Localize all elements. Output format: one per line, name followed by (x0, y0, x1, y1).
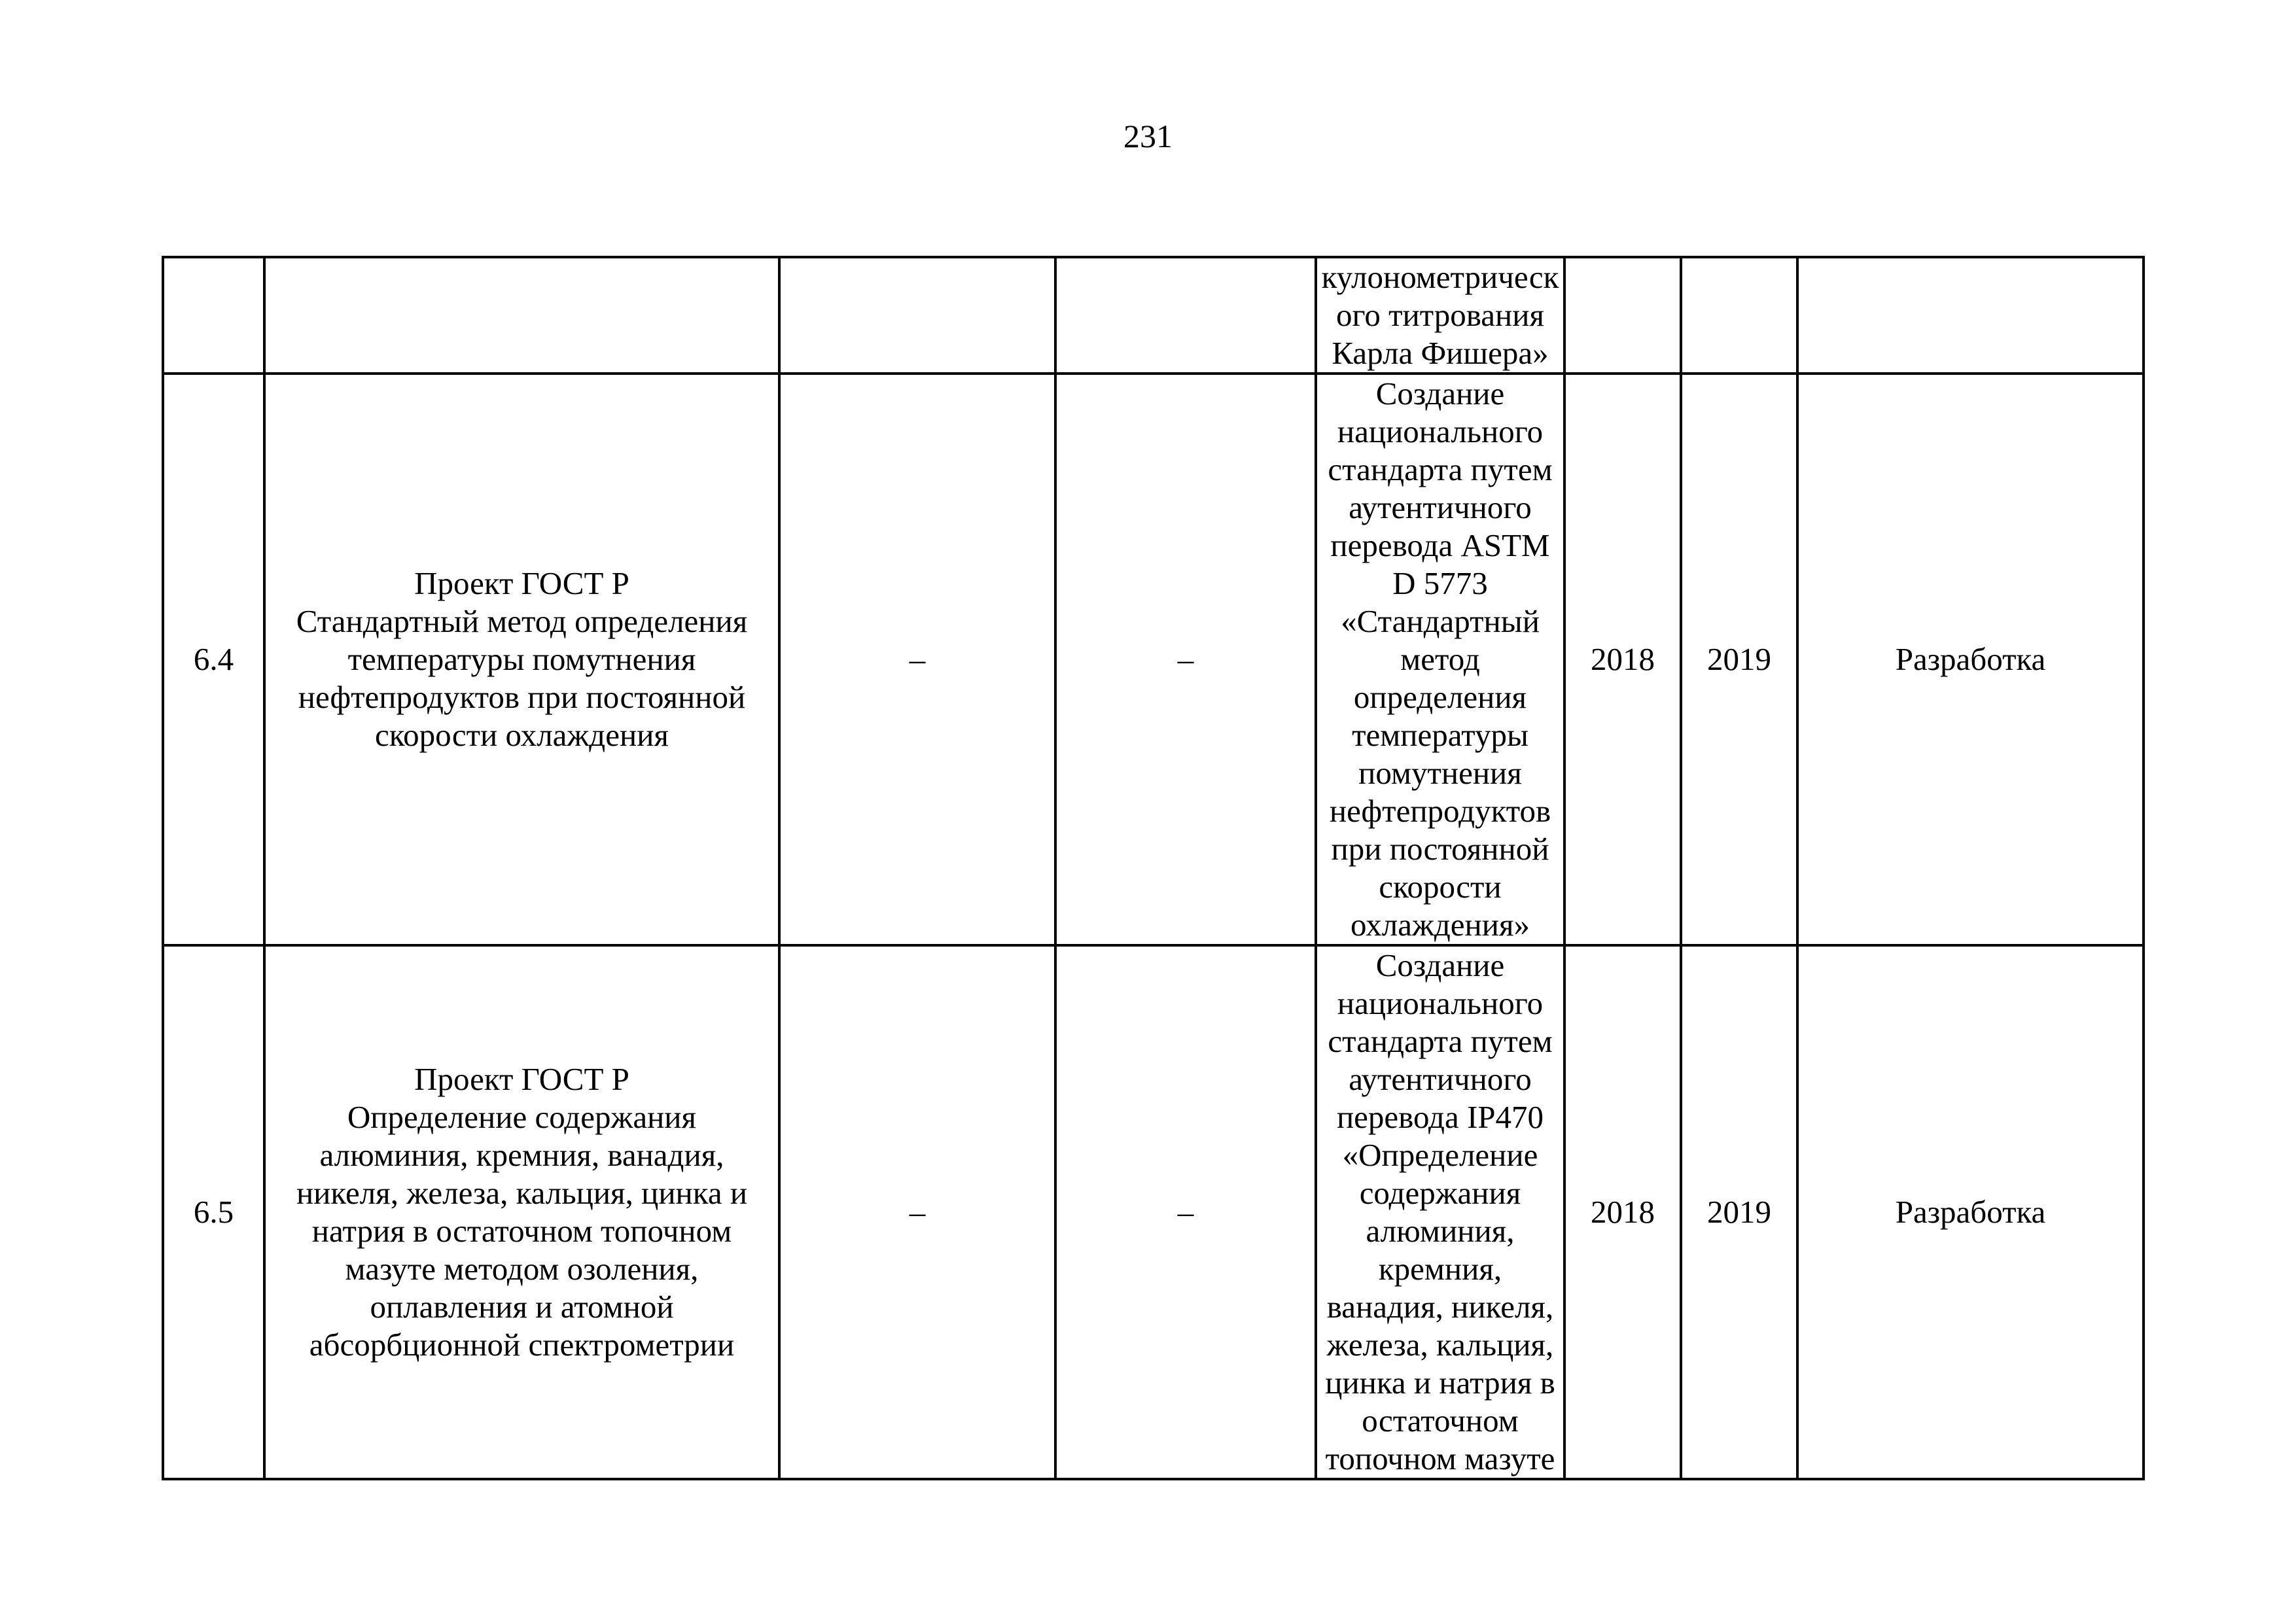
title-line: Проект ГОСТ Р (414, 1061, 629, 1097)
title-line: мазуте методом озоления, (345, 1251, 699, 1287)
title-line: Определение содержания (347, 1099, 697, 1135)
table-row (163, 374, 2144, 945)
cell-title (264, 374, 779, 945)
basis-line: Создание (1375, 375, 1505, 411)
basis-line: нефтепродуктов (1329, 793, 1551, 829)
title-line: алюминия, кремния, ванадия, (319, 1137, 724, 1173)
cell-year-start: 2018 (1564, 374, 1681, 945)
cell-title (264, 945, 779, 1479)
basis-line: национального (1337, 413, 1544, 449)
basis-line: температуры (1352, 717, 1528, 753)
basis-line: аутентичного (1349, 1061, 1532, 1097)
basis-line: охлаждения» (1351, 907, 1530, 943)
table-row (163, 257, 2144, 374)
cell-col3 (779, 257, 1055, 374)
title-line: оплавления и атомной (370, 1289, 674, 1325)
basis-line: D 5773 (1392, 565, 1488, 601)
title-line: абсорбционной спектрометрии (309, 1327, 735, 1363)
cell-year-end: 2019 (1681, 374, 1797, 945)
title-line: нефтепродуктов при постоянной (298, 679, 746, 715)
cell-year-end: 2019 (1681, 945, 1797, 1479)
basis-line: определения (1353, 679, 1527, 715)
title-line: натрия в остаточном топочном (311, 1213, 732, 1249)
cell-title (264, 257, 779, 374)
basis-line: аутентичного (1349, 489, 1532, 525)
cell-col3: – (779, 945, 1055, 1479)
table-row (163, 945, 2144, 1479)
basis-line: перевода ASTM (1330, 527, 1550, 563)
cell-num: 6.5 (163, 945, 264, 1479)
basis-line: помутнения (1358, 755, 1522, 791)
cell-status: Разработка (1797, 945, 2144, 1479)
basis-line: кремния, (1378, 1251, 1502, 1287)
basis-line: содержания (1359, 1175, 1521, 1211)
basis-line: метод (1400, 641, 1480, 677)
basis-line: ванадия, никеля, (1326, 1289, 1554, 1325)
title-line: никеля, железа, кальция, цинка и (296, 1175, 748, 1211)
basis-line: кулонометрическ (1321, 259, 1559, 295)
cell-year-start (1564, 257, 1681, 374)
basis-line: «Стандартный (1341, 603, 1540, 639)
basis-line: алюминия, (1366, 1213, 1515, 1249)
basis-line: перевода IP470 (1336, 1099, 1544, 1135)
title-line: скорости охлаждения (375, 717, 669, 753)
cell-year-end (1681, 257, 1797, 374)
basis-line: Создание (1375, 947, 1505, 983)
basis-line: национального (1337, 985, 1544, 1021)
cell-basis (1316, 374, 1564, 945)
basis-line: остаточном (1362, 1403, 1519, 1439)
cell-basis (1316, 257, 1564, 374)
basis-line: ого титрования (1336, 297, 1544, 333)
basis-line: стандарта путем (1328, 451, 1553, 487)
cell-col4 (1055, 257, 1316, 374)
basis-line: стандарта путем (1328, 1023, 1553, 1059)
cell-col3: – (779, 374, 1055, 945)
basis-line: топочном мазуте (1325, 1440, 1555, 1476)
basis-line: при постоянной (1331, 831, 1549, 867)
basis-line: Карла Фишера» (1332, 335, 1549, 371)
standards-table (162, 256, 2145, 1480)
cell-year-start: 2018 (1564, 945, 1681, 1479)
cell-col4: – (1055, 945, 1316, 1479)
basis-line: цинка и натрия в (1325, 1365, 1555, 1401)
cell-num (163, 257, 264, 374)
cell-col4: – (1055, 374, 1316, 945)
title-line: Проект ГОСТ Р (414, 565, 629, 601)
cell-status: Разработка (1797, 374, 2144, 945)
title-line: Стандартный метод определения (296, 603, 748, 639)
cell-status (1797, 257, 2144, 374)
title-line: температуры помутнения (347, 641, 696, 677)
cell-num: 6.4 (163, 374, 264, 945)
cell-basis (1316, 945, 1564, 1479)
basis-line: скорости (1379, 869, 1502, 905)
page-number: 231 (1123, 118, 1173, 154)
basis-line: «Определение (1342, 1137, 1538, 1173)
basis-line: железа, кальция, (1326, 1327, 1554, 1363)
